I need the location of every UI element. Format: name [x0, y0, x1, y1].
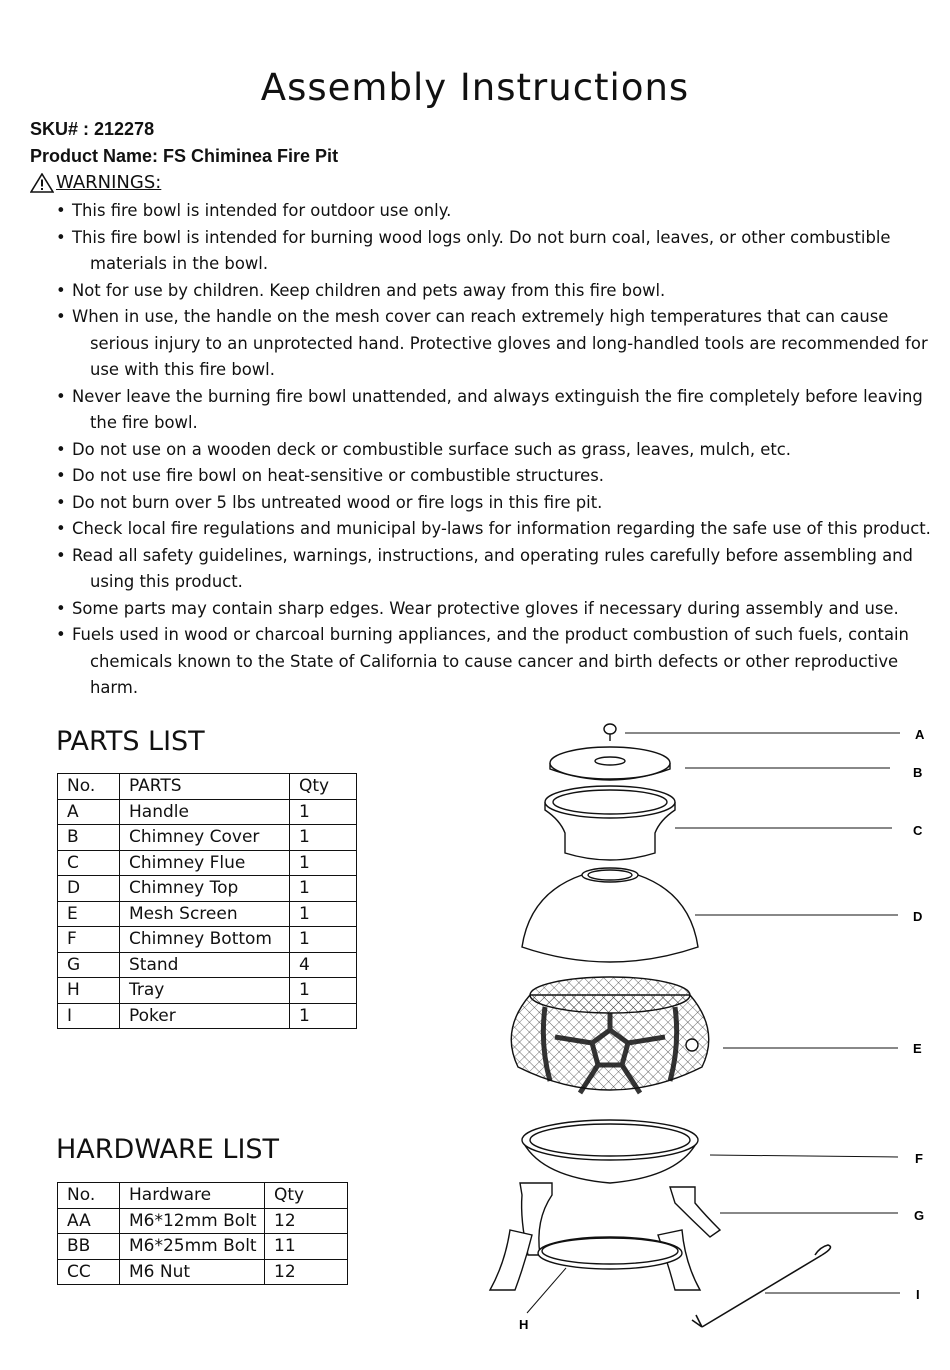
part-chimney-top [522, 868, 698, 962]
table-row [58, 876, 357, 902]
warning-item: • When in use, the handle on the mesh cover can reach extremely high temperatures that can cause serious injury to an unprotected hand. Protective gloves and long-handled tools are recommended for use with this fire bowl. [52, 304, 932, 384]
table-cell: 1 [290, 876, 357, 902]
diagram-label-i: I [916, 1287, 920, 1302]
table-cell: M6 Nut [120, 1259, 265, 1285]
diagram-label-d: D [913, 909, 923, 924]
table-cell: M6*25mm Bolt [120, 1234, 265, 1260]
table-cell: BB [58, 1234, 120, 1260]
header-cell: No. [58, 774, 120, 800]
diagram-label-b: B [913, 765, 923, 780]
part-mesh-screen [511, 977, 709, 1093]
warning-item: • Never leave the burning fire bowl unattended, and always extinguish the fire completely before leaving the fire bowl. [52, 384, 932, 437]
header-cell: No. [58, 1183, 120, 1209]
header-cell: Hardware [120, 1183, 265, 1209]
table-row [58, 799, 357, 825]
exploded-view-diagram [470, 715, 940, 1345]
header-cell: Qty [265, 1183, 348, 1209]
warning-item: • Read all safety guidelines, warnings, instructions, and operating rules carefully before assembling and using this product. [52, 543, 932, 596]
warning-item: • Some parts may contain sharp edges. Wear protective gloves if necessary during assembly and use. [52, 596, 932, 623]
table-cell: E [58, 901, 120, 927]
warnings-heading [30, 172, 161, 193]
table-cell: Handle [120, 799, 290, 825]
part-chimney-flue [545, 786, 675, 860]
table-cell: 4 [290, 952, 357, 978]
table-cell: Chimney Bottom [120, 927, 290, 953]
table-cell: 1 [290, 901, 357, 927]
table-cell: 12 [265, 1259, 348, 1285]
diagram-label-e: E [913, 1041, 922, 1056]
diagram-label-c: C [913, 823, 923, 838]
header-cell: PARTS [120, 774, 290, 800]
table-cell: 1 [290, 825, 357, 851]
table-cell: Stand [120, 952, 290, 978]
table-cell: 12 [265, 1208, 348, 1234]
table-cell: B [58, 825, 120, 851]
warning-item: • Do not use fire bowl on heat-sensitive or combustible structures. [52, 463, 932, 490]
diagram-label-f: F [915, 1151, 923, 1166]
table-cell: A [58, 799, 120, 825]
table-cell: M6*12mm Bolt [120, 1208, 265, 1234]
diagram-label-a: A [915, 727, 925, 742]
part-poker [692, 1245, 830, 1327]
page-title: Assembly Instructions [260, 66, 690, 109]
warning-item: • This fire bowl is intended for burning wood logs only. Do not burn coal, leaves, or other combustible materials in the bowl. [52, 225, 932, 278]
sku: SKU# : 212278 [30, 119, 155, 139]
table-row [58, 1003, 357, 1029]
warning-triangle-icon [30, 173, 54, 193]
table-cell: Chimney Cover [120, 825, 290, 851]
part-chimney-cover [550, 747, 670, 780]
table-cell: Chimney Top [120, 876, 290, 902]
product-name: Product Name: FS Chiminea Fire Pit [30, 146, 339, 166]
warnings-heading-label: WARNINGS: [56, 172, 162, 193]
warnings-list [52, 198, 932, 702]
table-cell: 1 [290, 927, 357, 953]
hardware-list-heading: HARDWARE LIST [56, 1134, 280, 1165]
table-cell: 1 [290, 850, 357, 876]
table-cell: Tray [120, 978, 290, 1004]
part-chimney-bottom [522, 1120, 698, 1183]
table-row [58, 1208, 348, 1234]
table-cell: 1 [290, 978, 357, 1004]
warning-item: • Fuels used in wood or charcoal burning appliances, and the product combustion of such fuels, contain chemicals known to the State of California to cause cancer and birth defects or other reproductive harm. [52, 622, 932, 702]
part-handle [604, 724, 616, 741]
table-row [58, 952, 357, 978]
table-cell: AA [58, 1208, 120, 1234]
warning-item: • This fire bowl is intended for outdoor use only. [52, 198, 932, 225]
table-cell: 1 [290, 1003, 357, 1029]
header-cell: Qty [290, 774, 357, 800]
table-cell: Mesh Screen [120, 901, 290, 927]
table-row [58, 825, 357, 851]
table-row [58, 1234, 348, 1260]
table-row [58, 1259, 348, 1285]
table-row [58, 927, 357, 953]
table-cell: H [58, 978, 120, 1004]
table-row [58, 978, 357, 1004]
parts-list-heading: PARTS LIST [56, 726, 205, 757]
table-cell: 1 [290, 799, 357, 825]
hardware-table [57, 1182, 348, 1285]
table-cell: F [58, 927, 120, 953]
warning-item: • Do not burn over 5 lbs untreated wood or fire logs in this fire pit. [52, 490, 932, 517]
table-header-row [58, 1183, 348, 1209]
diagram-label-g: G [914, 1208, 925, 1223]
table-row [58, 901, 357, 927]
diagram-label-h: H [519, 1317, 529, 1332]
table-cell: Poker [120, 1003, 290, 1029]
parts-table [57, 773, 357, 1029]
warning-item: • Not for use by children. Keep children and pets away from this fire bowl. [52, 278, 932, 305]
table-cell: 11 [265, 1234, 348, 1260]
table-row [58, 850, 357, 876]
part-tray [538, 1237, 682, 1269]
table-cell: I [58, 1003, 120, 1029]
table-cell: D [58, 876, 120, 902]
table-cell: CC [58, 1259, 120, 1285]
table-cell: C [58, 850, 120, 876]
warning-item: • Do not use on a wooden deck or combustible surface such as grass, leaves, mulch, etc. [52, 437, 932, 464]
table-cell: G [58, 952, 120, 978]
table-header-row [58, 774, 357, 800]
table-cell: Chimney Flue [120, 850, 290, 876]
warning-item: • Check local fire regulations and municipal by-laws for information regarding the safe use of this product. [52, 516, 932, 543]
